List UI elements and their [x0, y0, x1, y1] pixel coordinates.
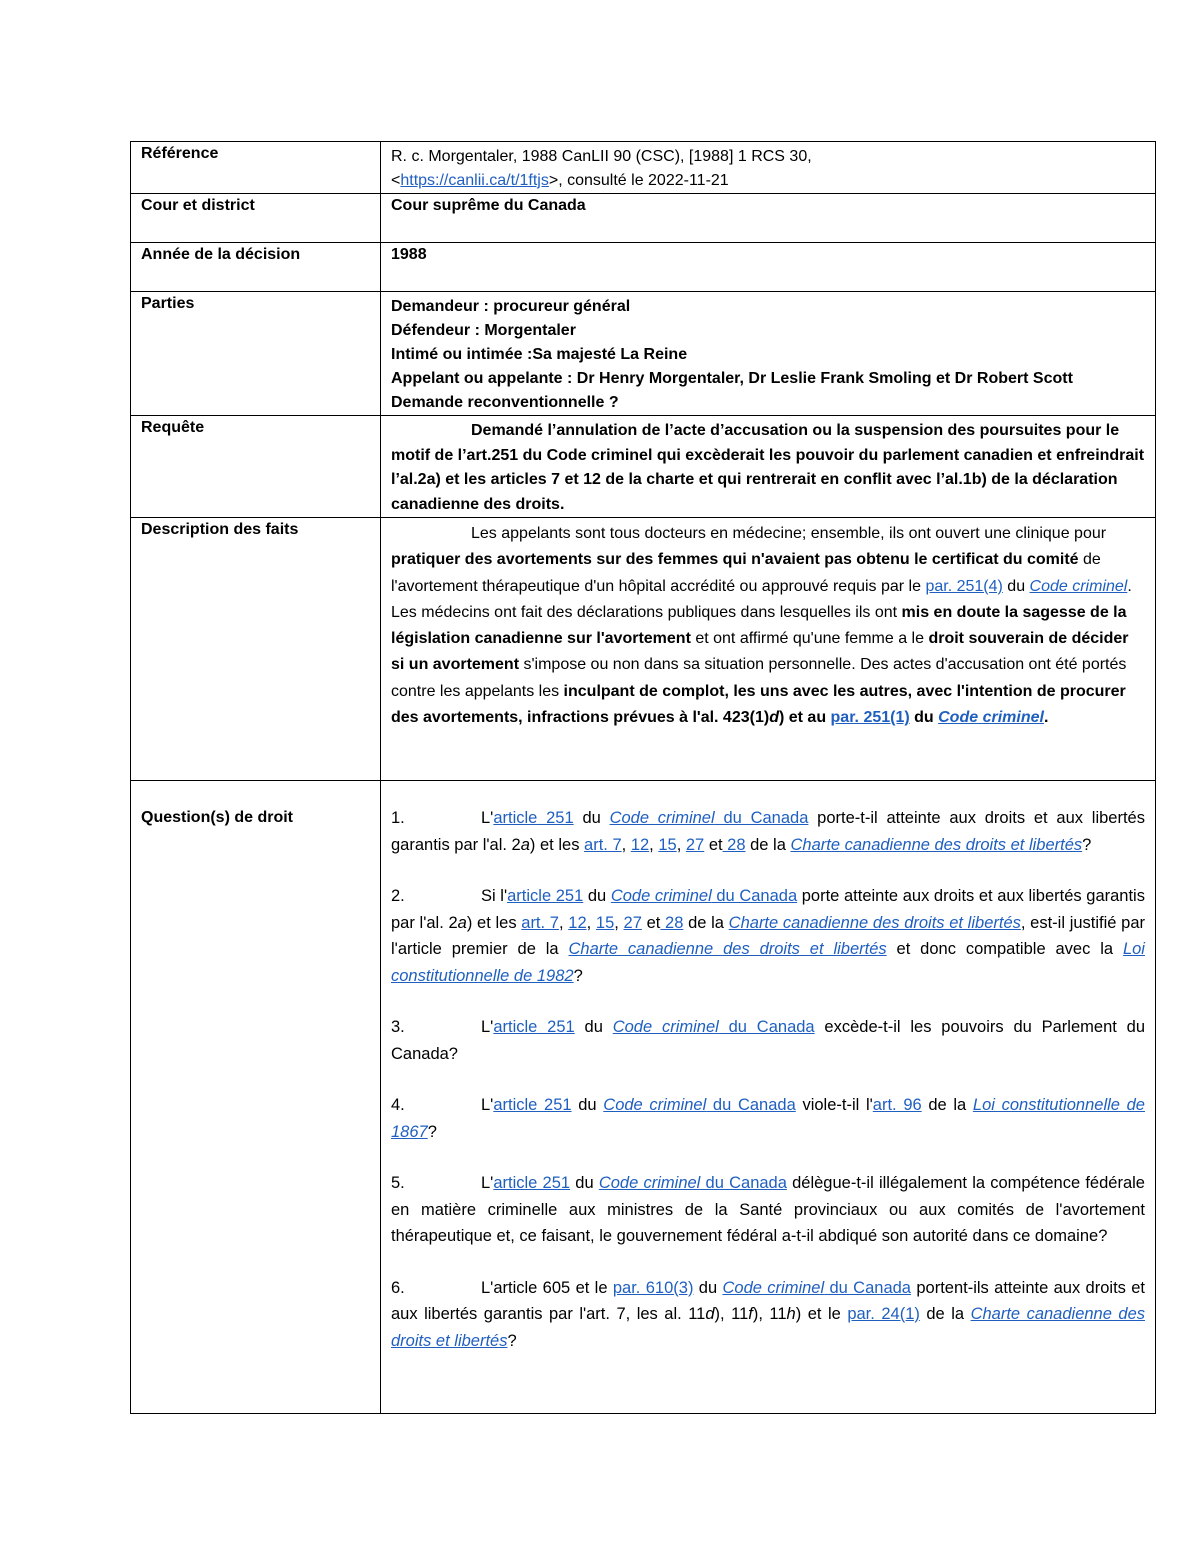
legal-reference-link[interactable]: article 251	[493, 1018, 575, 1036]
facts-bold-6: du	[909, 709, 939, 727]
value-year: 1988	[381, 243, 1156, 292]
question-text: L'	[481, 1096, 494, 1114]
value-request	[381, 416, 1156, 518]
legal-reference-link[interactable]: 15	[658, 835, 677, 854]
value-reference	[381, 142, 1156, 194]
question-text: du	[570, 1174, 599, 1192]
question-text: Si l'	[481, 887, 508, 905]
question-number: 1.	[391, 809, 405, 827]
question-text: de la	[919, 1305, 971, 1323]
question-5	[391, 1170, 1145, 1250]
questions-label-text: Question(s) de droit	[141, 809, 293, 826]
question-number: 3.	[391, 1018, 405, 1036]
link-par-251-1[interactable]: par. 251(1)	[830, 709, 910, 727]
question-text: ?	[573, 966, 583, 985]
legal-reference-link[interactable]: Loi constitutionnelle de 1867	[391, 1096, 1145, 1141]
question-text: L'	[481, 809, 494, 827]
facts-bold-1: pratiquer des avortements sur des femmes qui n'avaient pas obtenu le certificat du comité	[391, 551, 1079, 569]
question-number: 2.	[391, 887, 405, 905]
facts-bold-italic: d	[769, 709, 779, 727]
canlii-link[interactable]: https://canlii.ca/t/1ftjs	[400, 172, 549, 189]
value-parties	[381, 292, 1156, 416]
legal-reference-link[interactable]: article 251	[493, 809, 574, 827]
question-text: délègue-t-il illégalement la compétence fédérale en matière criminelle aux ministres de la Santé provinciaux ou aux comités de l'avortement thérapeutique et, ce faisant, le gouvernement fédéral a-t-il abdiqué son autorité dans ce domaine?	[391, 1174, 1145, 1245]
legal-reference-link[interactable]: par. 24(1)	[847, 1305, 920, 1323]
facts-bold-3: droit souverain de décider si un avortement	[391, 630, 1129, 674]
legal-reference-link[interactable]: 27	[623, 913, 642, 932]
question-text: ,	[676, 835, 686, 854]
question-text: viole-t-il l'	[795, 1096, 873, 1114]
row-request	[131, 416, 1156, 518]
case-brief-table	[130, 141, 1156, 1414]
question-text: a	[520, 835, 530, 854]
legal-reference-link[interactable]: Code criminel	[610, 887, 712, 905]
legal-reference-link[interactable]: 12	[568, 913, 587, 932]
question-text: L'	[481, 1018, 494, 1036]
legal-reference-link[interactable]: du Canada	[714, 809, 809, 827]
legal-reference-link[interactable]: du Canada	[824, 1278, 911, 1297]
row-court	[131, 194, 1156, 243]
label-parties: Parties	[131, 292, 381, 416]
legal-reference-link[interactable]: Charte canadienne des droits et libertés	[728, 913, 1021, 932]
legal-reference-link[interactable]: article 251	[493, 1096, 572, 1114]
legal-reference-link[interactable]: Code criminel	[612, 1018, 719, 1036]
label-facts: Description des faits	[131, 518, 381, 781]
question-6	[391, 1275, 1145, 1355]
facts-text-5: et ont affirmé qu'une femme a le	[690, 630, 929, 648]
link-code-criminel-2[interactable]: Code criminel	[938, 709, 1044, 727]
legal-reference-link[interactable]: Code criminel	[609, 809, 715, 827]
question-text: d	[705, 1305, 715, 1323]
legal-reference-link[interactable]: Charte canadienne des droits et libertés	[790, 835, 1083, 854]
label-request: Requête	[131, 416, 381, 518]
legal-reference-link[interactable]: Code criminel	[598, 1174, 701, 1192]
facts-text-6: s'impose ou non dans sa situation personnelle. Des actes d'accusation ont été portés contre les appelants les	[391, 656, 1127, 700]
label-reference: Référence	[131, 142, 381, 194]
facts-text-1: Les appelants sont tous docteurs en médecine; ensemble, ils ont ouvert une clinique pour	[471, 525, 1107, 542]
legal-reference-link[interactable]: du Canada	[700, 1174, 787, 1192]
row-questions	[131, 781, 1156, 1414]
facts-text-4: . Les médecins ont fait des déclarations publiques dans lesquelles ils ont	[391, 577, 1132, 621]
question-number: 6.	[391, 1278, 405, 1297]
legal-reference-link[interactable]: du Canada	[718, 1018, 815, 1036]
facts-text-3: du	[1002, 577, 1030, 595]
question-2	[391, 883, 1145, 989]
link-code-criminel[interactable]: Code criminel	[1029, 577, 1128, 595]
question-text: ), 11	[752, 1305, 787, 1323]
reference-line-1: R. c. Morgentaler, 1988 CanLII 90 (CSC), [1988] 1 RCS 30,	[391, 148, 812, 165]
legal-reference-link[interactable]: 12	[630, 835, 650, 854]
legal-reference-link[interactable]: 28	[722, 835, 746, 854]
row-parties	[131, 292, 1156, 416]
legal-reference-link[interactable]: Code criminel	[603, 1096, 707, 1114]
question-text: du	[573, 809, 610, 827]
question-text: de la	[683, 913, 729, 932]
legal-reference-link[interactable]: art. 7	[584, 835, 622, 854]
question-3	[391, 1014, 1145, 1067]
question-text: de la	[921, 1096, 973, 1114]
legal-reference-link[interactable]: art. 7	[521, 913, 559, 932]
row-facts	[131, 518, 1156, 781]
question-text: , est-il justifié par l'article premier de la	[391, 913, 1145, 958]
question-text: porte atteinte aux droits et aux libertés garantis par l'al. 2	[391, 887, 1145, 932]
party-defendant: Défendeur : Morgentaler	[391, 322, 576, 339]
legal-reference-link[interactable]: Charte canadienne des droits et libertés	[568, 940, 887, 958]
legal-reference-link[interactable]: Code criminel	[722, 1278, 825, 1297]
question-text: ) et le	[795, 1305, 848, 1323]
question-text: L'	[481, 1174, 494, 1192]
facts-bold-4: inculpant de complot, les uns avec les autres, avec l'intention de procurer des avortements, infractions prévues à l'al. 423(1)	[391, 682, 1126, 727]
question-text: ?	[507, 1331, 517, 1350]
party-plaintiff: Demandeur : procureur général	[391, 298, 631, 315]
label-year: Année de la décision	[131, 243, 381, 292]
legal-reference-link[interactable]: art. 96	[872, 1096, 922, 1114]
question-text: ,	[614, 913, 624, 932]
legal-reference-link[interactable]: du Canada	[711, 887, 798, 905]
question-text: ) et les	[529, 835, 585, 854]
legal-reference-link[interactable]: 28	[660, 913, 684, 932]
legal-reference-link[interactable]: du Canada	[706, 1096, 796, 1114]
question-text: ?	[427, 1122, 437, 1141]
facts-bold-7: .	[1043, 709, 1049, 727]
facts-bold-2: mis en doute la sagesse de la législation canadienne sur l'avortement	[391, 603, 1127, 648]
question-text: ,	[621, 835, 631, 854]
question-text: de la	[745, 835, 791, 854]
question-4	[391, 1092, 1145, 1145]
question-text: f	[748, 1305, 753, 1323]
legal-reference-link[interactable]: 15	[595, 913, 615, 932]
question-text: du	[574, 1018, 613, 1036]
reference-consulted: >, consulté le 2022-11-21	[548, 172, 729, 189]
legal-reference-link[interactable]: article 251	[493, 1174, 571, 1192]
question-text: ) et les	[466, 913, 522, 932]
row-reference	[131, 142, 1156, 194]
question-text: portent-ils atteinte aux droits et aux libertés garantis par l'art. 7, les al. 11	[391, 1278, 1146, 1323]
question-text: ,	[586, 913, 596, 932]
link-par-251-4[interactable]: par. 251(4)	[925, 577, 1003, 595]
question-number: 4.	[391, 1096, 405, 1114]
value-facts	[381, 518, 1156, 781]
legal-reference-link[interactable]: Charte canadienne des droits et libertés	[391, 1305, 1146, 1350]
value-court: Cour suprême du Canada	[381, 194, 1156, 243]
legal-reference-link[interactable]: par. 610(3)	[612, 1278, 694, 1297]
party-counterclaim: Demande reconventionnelle ?	[391, 394, 619, 411]
reference-line-2	[391, 169, 1145, 193]
question-text: ,	[558, 913, 569, 932]
question-1	[391, 805, 1145, 858]
reference-bracket-open: <	[391, 172, 401, 189]
legal-reference-link[interactable]: Loi constitutionnelle de 1982	[391, 940, 1145, 985]
question-text: ?	[1082, 835, 1092, 854]
question-text: du	[571, 1096, 604, 1114]
label-questions	[131, 781, 381, 1414]
value-questions	[381, 781, 1156, 1414]
question-text: et	[704, 835, 723, 854]
question-text: du	[583, 887, 611, 905]
facts-bold-5: ) et au	[778, 709, 831, 727]
question-text: porte-t-il atteinte aux droits et aux libertés garantis par l'al. 2	[391, 809, 1145, 854]
party-appellant: Appelant ou appelante : Dr Henry Morgentaler, Dr Leslie Frank Smoling et Dr Robert Scott	[391, 370, 1073, 387]
question-text: du	[693, 1278, 723, 1297]
question-text: a	[457, 913, 467, 932]
question-text: et donc compatible avec la	[886, 940, 1123, 958]
question-text: h	[786, 1305, 796, 1323]
request-text: Demandé l’annulation de l’acte d’accusation ou la suspension des poursuites pour le motif de l’art.251 du Code criminel qui excèderait les pouvoir du parlement canadien et enfreindrait l’al.2a) et les articles 7 et 12 de la charte et qui rentrerait en conflit avec l’al.1b) de la déclaration canadienne des droits.	[391, 422, 1145, 513]
label-court: Cour et district	[131, 194, 381, 243]
legal-reference-link[interactable]: article 251	[507, 887, 584, 905]
legal-reference-link[interactable]: 27	[685, 835, 705, 854]
question-text: excède-t-il les pouvoirs du Parlement du Canada?	[391, 1018, 1145, 1063]
question-text: ), 11	[714, 1305, 749, 1323]
question-text: et	[641, 913, 661, 932]
question-text: L'article 605 et le	[481, 1278, 613, 1297]
question-text: ,	[649, 835, 659, 854]
question-number: 5.	[391, 1174, 405, 1192]
party-respondent: Intimé ou intimée :Sa majesté La Reine	[391, 346, 688, 363]
facts-text-2: de l'avortement thérapeutique d'un hôpital accrédité ou approuvé requis par le	[391, 551, 1101, 595]
row-year	[131, 243, 1156, 292]
